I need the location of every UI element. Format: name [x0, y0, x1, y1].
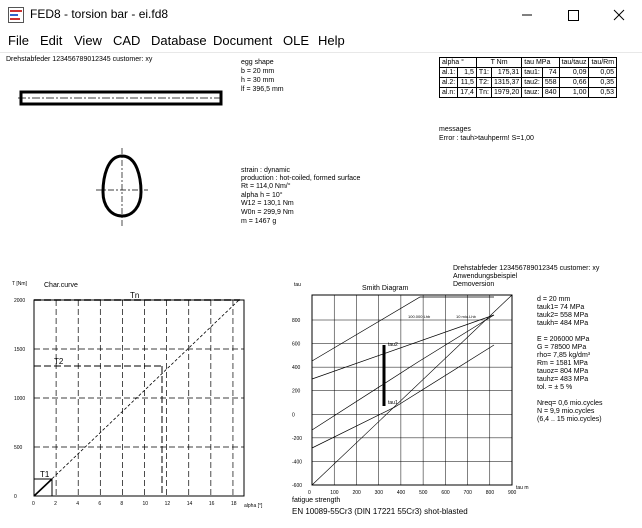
- strain-line: alpha h = 10°: [241, 192, 283, 199]
- parameter-line: d = 20 mm: [537, 296, 571, 303]
- parameter-line: rho= 7,85 kg/dm³: [537, 352, 591, 359]
- curve-label: 10 mio.Lhb: [456, 314, 476, 319]
- smith-diagonal: [312, 295, 512, 485]
- y-tick-label: 1500: [14, 347, 26, 353]
- table-cell: 1,00: [559, 88, 589, 98]
- menu-ole[interactable]: OLE: [283, 33, 310, 48]
- char-curve-grid: [34, 300, 244, 496]
- table-cell: al.n:: [440, 88, 458, 98]
- table-cell: 74: [542, 68, 559, 78]
- minimize-icon[interactable]: [504, 0, 550, 30]
- table-cell: Tn:: [476, 88, 491, 98]
- table-header-row: [440, 58, 617, 68]
- table-cell: 840: [542, 88, 559, 98]
- x-tick-label: 300: [374, 490, 384, 496]
- parameter-line: Nreq= 0,6 mio.cycles: [537, 400, 603, 407]
- char-curve-title: Char.curve: [44, 282, 78, 289]
- parameter-line: (6,4 .. 15 mio.cycles): [537, 416, 602, 423]
- y-tick-label: 400: [292, 365, 301, 372]
- strain-line: m = 1467 g: [241, 218, 277, 225]
- x-tick-label: 10: [142, 501, 149, 507]
- table-header: alpha °: [440, 58, 477, 68]
- app-icon: [8, 7, 24, 23]
- x-tick-label: 0: [308, 490, 311, 496]
- x-tick-label: 18: [230, 501, 237, 507]
- table-cell: 0,53: [589, 88, 617, 98]
- curve-label: 100.000 Lhb: [408, 314, 431, 319]
- table-cell: 0,35: [589, 78, 617, 88]
- menu-database[interactable]: Database: [151, 33, 207, 48]
- egg-cross-section: [96, 148, 148, 228]
- smith-ylabel: tau: [294, 282, 301, 288]
- menu-edit[interactable]: Edit: [40, 33, 63, 48]
- table-row: [440, 78, 617, 88]
- y-tick-label: 200: [292, 388, 301, 395]
- table-header: tau/Rm: [589, 58, 617, 68]
- table-cell: 11,5: [458, 78, 477, 88]
- tau2-label: tau2: [388, 342, 398, 348]
- y-tick-label: 500: [14, 445, 23, 451]
- x-tick-label: 900: [508, 490, 517, 496]
- tau1-label: tau1: [388, 400, 398, 406]
- x-tick-label: 600: [441, 490, 450, 496]
- strain-line: Rt = 114,0 Nm/°: [241, 183, 291, 190]
- x-tick-label: 0: [32, 501, 35, 507]
- menu-bar: [0, 30, 642, 52]
- char-curve-chart: [8, 276, 270, 516]
- shape-line: h = 30 mm: [241, 77, 275, 84]
- table-row: [440, 88, 617, 98]
- strain-line: strain : dynamic: [241, 167, 291, 174]
- x-tick-label: 6: [98, 501, 102, 507]
- strain-line: W0n = 299,9 Nm: [241, 209, 294, 216]
- window-title: FED8 - torsion bar - ei.fd8: [30, 7, 169, 21]
- table-header: tau/tauz: [559, 58, 589, 68]
- smith-xlabel: tau m: [516, 485, 529, 491]
- y-tick-label: 600: [292, 341, 301, 348]
- parameter-line: N = 9,9 mio.cycles: [537, 408, 595, 415]
- table-cell: 175,31: [491, 68, 521, 78]
- smith-title: Smith Diagram: [362, 285, 409, 292]
- table-cell: 0,66: [559, 78, 589, 88]
- x-tick-label: 400: [396, 490, 406, 496]
- footer-line: EN 10089-55Cr3 (DIN 17221 55Cr3) shot-blasted: [292, 507, 468, 516]
- parameter-line: taukh= 484 MPa: [537, 320, 589, 327]
- messages-title: messages: [439, 126, 471, 133]
- parameter-line: tauhz= 483 MPa: [537, 376, 589, 383]
- parameter-line: G = 78500 MPa: [537, 344, 587, 351]
- x-tick-label: 800: [485, 490, 495, 496]
- y-tick-label: 0: [292, 412, 295, 419]
- x-tick-label: 16: [208, 501, 215, 507]
- parameter-line: tauk2= 558 MPa: [537, 312, 589, 319]
- x-tick-label: 4: [76, 501, 79, 507]
- table-cell: 558: [542, 78, 559, 88]
- strain-line: W12 = 130,1 Nm: [241, 200, 294, 207]
- menu-document[interactable]: Document: [213, 33, 273, 48]
- x-tick-label: 8: [120, 501, 124, 507]
- y-tick-label: 0: [14, 494, 17, 500]
- table-cell: tauz:: [522, 88, 543, 98]
- table-cell: 1315,37: [491, 78, 521, 88]
- char-curve-xlabel: alpha [°]: [244, 503, 263, 509]
- smith-upper-curve-10m: [312, 315, 494, 379]
- x-tick-label: 12: [164, 501, 171, 507]
- table-cell: T2:: [476, 78, 491, 88]
- t2-label: T2: [54, 357, 64, 366]
- parameter-line: tauoz= 804 MPa: [537, 368, 589, 375]
- table-cell: 0,09: [559, 68, 589, 78]
- table-cell: tau2:: [522, 78, 543, 88]
- table-cell: tau1:: [522, 68, 543, 78]
- x-tick-label: 14: [186, 501, 193, 507]
- y-tick-label: -600: [292, 483, 303, 489]
- x-tick-label: 100: [330, 490, 339, 496]
- title-bar: [0, 0, 642, 30]
- menu-view[interactable]: View: [74, 33, 102, 48]
- table-cell: 17,4: [458, 88, 477, 98]
- x-tick-label: 700: [463, 490, 472, 496]
- t1-label: T1: [40, 470, 50, 479]
- maximize-icon[interactable]: [550, 0, 596, 30]
- results-table: [439, 57, 617, 98]
- smith-tick-labels: [292, 318, 517, 496]
- shape-line: egg shape: [241, 59, 274, 66]
- y-tick-label: -200: [292, 435, 303, 442]
- table-header: T Nm: [476, 58, 521, 68]
- table-cell: al.2:: [440, 78, 458, 88]
- smith-diagram: [288, 278, 544, 498]
- footer-line: fatigue strength: [292, 497, 341, 504]
- smith-lower-curve-100k: [312, 345, 494, 448]
- table-cell: al.1:: [440, 68, 458, 78]
- y-tick-label: 800: [292, 318, 301, 324]
- menu-help[interactable]: Help: [318, 33, 345, 48]
- header-left: Drehstabfeder 123456789012345 customer: xy: [6, 56, 153, 63]
- bar-side-view: [18, 88, 224, 108]
- table-row: [440, 68, 617, 78]
- right-header-line: Drehstabfeder 123456789012345 customer: xy: [453, 265, 600, 272]
- char-curve-line: [34, 299, 240, 496]
- table-cell: 1,5: [458, 68, 477, 78]
- y-tick-label: 2000: [14, 298, 26, 304]
- menu-cad[interactable]: CAD: [113, 33, 141, 48]
- error-message: Error : tauh>tauhperm! S=1,00: [439, 135, 534, 142]
- table-cell: 0,05: [589, 68, 617, 78]
- shape-line: b = 20 mm: [241, 68, 275, 75]
- right-header-line: Demoversion: [453, 281, 495, 288]
- smith-upper-curve-100k: [312, 297, 494, 361]
- char-curve-ylabel: T [Nm]: [12, 281, 27, 287]
- parameter-line: tol. = ± 5 %: [537, 384, 573, 391]
- y-tick-label: 1000: [14, 396, 26, 402]
- strain-line: production : hot-coiled, formed surface: [241, 175, 361, 182]
- table-header: tau MPa: [522, 58, 559, 68]
- parameter-line: Rm = 1581 MPa: [537, 360, 588, 367]
- char-curve-working-range: [34, 479, 52, 496]
- right-header-line: Anwendungsbeispiel: [453, 273, 518, 280]
- shape-line: lf = 396,5 mm: [241, 86, 284, 93]
- smith-lower-curve-10m: [312, 315, 494, 430]
- table-cell: 1979,20: [491, 88, 521, 98]
- x-tick-label: 2: [54, 501, 57, 507]
- tn-label: Tn: [130, 291, 140, 300]
- menu-file[interactable]: File: [8, 33, 29, 48]
- x-tick-label: 500: [419, 490, 428, 496]
- x-tick-label: 200: [352, 490, 361, 496]
- y-tick-label: -400: [292, 459, 303, 466]
- parameter-line: tauk1= 74 MPa: [537, 304, 585, 311]
- close-icon[interactable]: [596, 0, 642, 30]
- table-cell: T1:: [476, 68, 491, 78]
- parameter-line: E = 206000 MPa: [537, 336, 590, 343]
